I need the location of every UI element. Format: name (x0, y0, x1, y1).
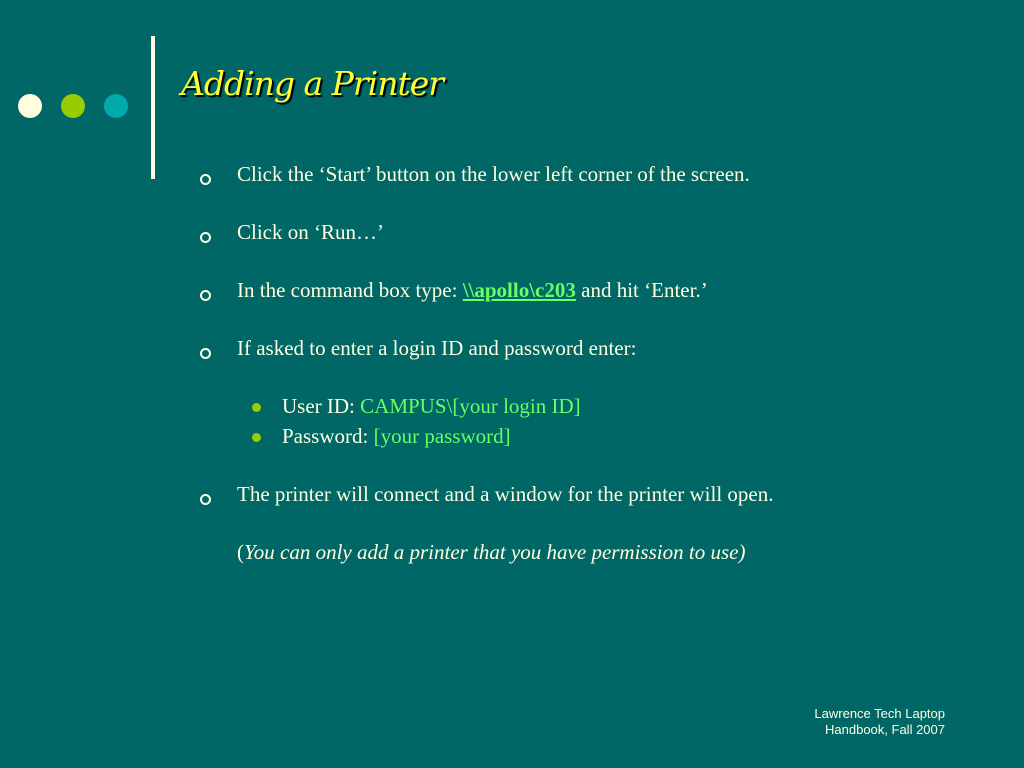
note-open-paren: ( (237, 540, 244, 564)
bullet-login-prompt (200, 337, 840, 360)
bullet-text-suffix: and hit ‘Enter.’ (581, 278, 708, 302)
bullet-printer-connect (200, 483, 840, 506)
ring-bullet-icon (200, 232, 211, 243)
decorative-dot-lime (61, 94, 85, 118)
sub-bullet-value: CAMPUS\[your login ID] (360, 394, 581, 418)
bullet-text: The printer will connect and a window for the printer will open. (237, 482, 774, 506)
sub-bullet-password (200, 425, 840, 448)
ring-bullet-icon (200, 290, 211, 301)
sub-bullet-label: User ID: (282, 394, 355, 418)
bullet-text: In the command box type: (237, 278, 458, 302)
ring-bullet-icon (200, 348, 211, 359)
title-divider-line (151, 36, 155, 179)
footer-line-1: Lawrence Tech Laptop (814, 706, 945, 721)
sub-bullet-user-id (200, 395, 840, 418)
bullet-text: Click the ‘Start’ button on the lower left corner of the screen. (237, 162, 750, 186)
bullet-start-button (200, 163, 840, 186)
bullet-text: Click on ‘Run…’ (237, 220, 384, 244)
round-bullet-icon (252, 433, 261, 442)
slide-footer (814, 706, 945, 738)
slide-body (200, 160, 840, 564)
printer-path-link[interactable]: \\apollo\c203 (462, 278, 576, 302)
bullet-command-box (200, 279, 840, 302)
decorative-dot-teal (104, 94, 128, 118)
footer-line-2: Handbook, Fall 2007 (825, 722, 945, 737)
sub-bullet-label: Password: (282, 424, 369, 448)
sub-bullet-value: [your password] (373, 424, 511, 448)
bullet-run (200, 221, 840, 244)
slide-title: Adding a Printer (181, 64, 444, 103)
ring-bullet-icon (200, 174, 211, 185)
permission-note (200, 541, 840, 564)
ring-bullet-icon (200, 494, 211, 505)
decorative-dot-cream (18, 94, 42, 118)
bullet-text: If asked to enter a login ID and password enter: (237, 336, 637, 360)
note-text: You can only add a printer that you have permission to use) (244, 540, 746, 564)
round-bullet-icon (252, 403, 261, 412)
